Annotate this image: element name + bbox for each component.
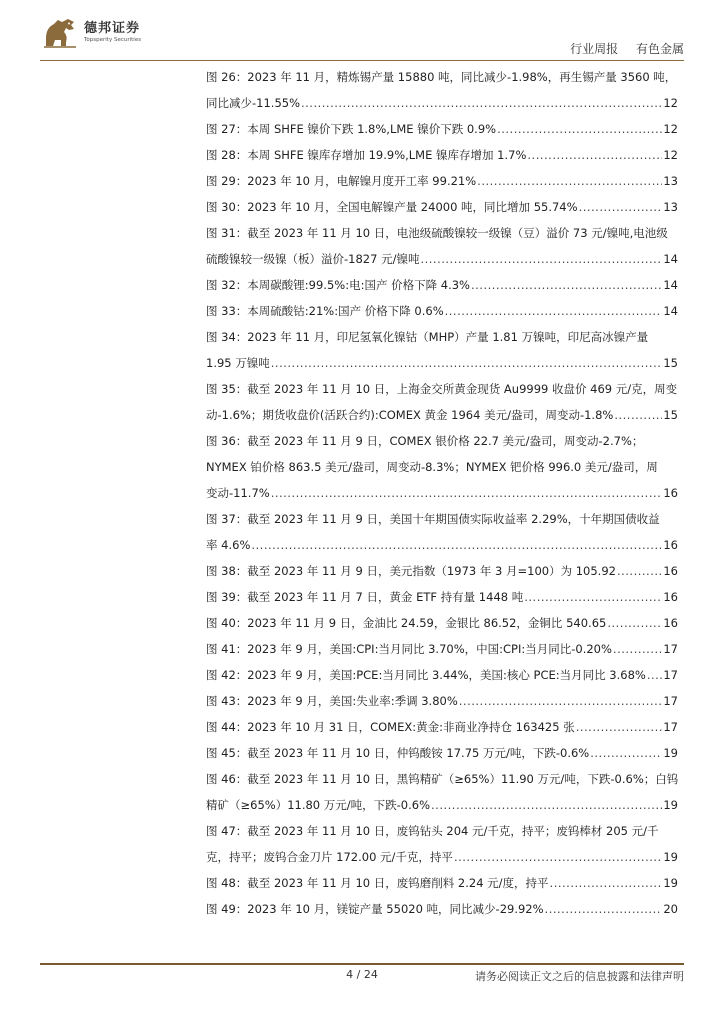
figure-entry-text: 同比减少-11.55% [206, 96, 300, 110]
figure-page-number: 16 [663, 564, 678, 578]
dot-leader [617, 558, 662, 584]
figure-entry-text: 动-1.6%；期货收盘价(活跃合约):COMEX 黄金 1964 美元/盎司，周变动-1.8% [206, 408, 614, 422]
figure-entry-text: 率 4.6% [206, 538, 251, 552]
dot-leader [454, 844, 662, 870]
dot-leader [497, 116, 662, 142]
figure-page-number: 19 [663, 798, 678, 812]
figure-page-number: 20 [663, 902, 678, 916]
figure-entry-text: 硫酸镍较一级镍（板）溢价-1827 元/镍吨 [206, 252, 420, 266]
figure-entry-text: 精矿（≥65%）11.80 万元/吨，下跌-0.6% [206, 798, 431, 812]
horse-logo-icon [40, 16, 80, 50]
figure-entry-text: 图 46：截至 2023 年 11 月 10 日，黑钨精矿（≥65%）11.90 万元/吨，下跌-0.6%；白钨 [206, 772, 679, 786]
dot-leader [420, 246, 662, 272]
figure-entry-text: 图 33：本周硫酸钴:21%:国产 价格下降 0.6% [206, 304, 444, 318]
figure-index-entry[interactable] [206, 558, 678, 584]
dot-leader [301, 90, 662, 116]
figure-entry-text: 变动-11.7% [206, 486, 270, 500]
figure-page-number: 12 [663, 122, 678, 136]
figure-index-entry[interactable] [206, 428, 678, 506]
figure-entry-text: 图 41：2023 年 9 月，美国:CPI:当月同比 3.70%，中国:CPI:当月同比-0.20% [206, 642, 612, 656]
figure-page-number: 19 [663, 876, 678, 890]
dot-leader [477, 168, 662, 194]
figure-index-entry[interactable] [206, 610, 678, 636]
figure-entry-text: 图 45：截至 2023 年 11 月 10 日，仲钨酸铵 17.75 万元/吨，下跌-0.6% [206, 746, 590, 760]
figure-entry-text: 图 26：2023 年 11 月，精炼锡产量 15880 吨，同比减少-1.98%，再生锡产量 3560 吨， [206, 70, 677, 84]
figure-index-entry[interactable] [206, 220, 678, 272]
figure-page-number: 12 [663, 148, 678, 162]
figure-index-entry[interactable] [206, 740, 678, 766]
legal-disclaimer: 请务必阅读正文之后的信息披露和法律声明 [475, 970, 684, 983]
figure-page-number: 16 [663, 590, 678, 604]
report-type [570, 40, 684, 57]
page-header [40, 10, 684, 62]
dot-leader [445, 298, 663, 324]
figure-page-number: 16 [663, 538, 678, 552]
figure-entry-text: 图 40：2023 年 11 月 9 日，金油比 24.59，金银比 86.52，金铜比 540.65 [206, 616, 607, 630]
dot-leader [613, 636, 662, 662]
footer-rule [40, 963, 684, 965]
dot-leader [251, 532, 662, 558]
figure-page-number: 17 [663, 720, 678, 734]
figure-index-entry[interactable] [206, 272, 678, 298]
dot-leader [545, 896, 663, 922]
figure-page-number: 19 [663, 850, 678, 864]
dot-leader [524, 584, 662, 610]
figure-index-entry[interactable] [206, 142, 678, 168]
figure-page-number: 16 [663, 486, 678, 500]
figure-entry-text: 图 44：2023 年 10 月 31 日，COMEX:黄金:非商业净持仓 163425 张 [206, 720, 575, 734]
report-sector: 有色金属 [635, 42, 684, 56]
page-footer [40, 968, 684, 988]
figure-index-entry[interactable] [206, 168, 678, 194]
dot-leader [579, 194, 663, 220]
figure-index-entry[interactable] [206, 298, 678, 324]
dot-leader [607, 610, 662, 636]
dot-leader [271, 480, 663, 506]
figure-entry-text: 图 48：截至 2023 年 11 月 10 日，废钨磨削料 2.24 元/度，持平 [206, 876, 549, 890]
figure-entry-text: 图 28：本周 SHFE 镍库存增加 19.9%,LME 镍库存增加 1.7% [206, 148, 527, 162]
figure-page-number: 14 [663, 304, 678, 318]
dot-leader [271, 350, 663, 376]
figure-index-entry[interactable] [206, 376, 678, 428]
figure-index-entry[interactable] [206, 818, 678, 870]
figure-entry-text: 图 31：截至 2023 年 11 月 10 日，电池级硫酸镍较一级镍（豆）溢价 73 元/镍吨,电池级 [206, 226, 668, 240]
figure-index-entry[interactable] [206, 688, 678, 714]
figure-page-number: 15 [663, 408, 678, 422]
figure-index-entry[interactable] [206, 714, 678, 740]
figure-index-entry[interactable] [206, 116, 678, 142]
dot-leader [614, 402, 662, 428]
figure-entry-text: 图 34：2023 年 11 月，印尼氢氧化镍钴（MHP）产量 1.81 万镍吨，印尼高冰镍产量 [206, 330, 649, 344]
dot-leader [590, 740, 662, 766]
figure-entry-text: 图 32：本周碳酸锂:99.5%:电:国产 价格下降 4.3% [206, 278, 470, 292]
figure-index-entry[interactable] [206, 584, 678, 610]
figure-index-entry[interactable] [206, 636, 678, 662]
figure-page-number: 17 [663, 694, 678, 708]
figure-entry-text: 图 37：截至 2023 年 11 月 9 日，美国十年期国债实际收益率 2.29%，十年期国债收益 [206, 512, 660, 526]
figure-index-entry[interactable] [206, 662, 678, 688]
dot-leader [647, 662, 663, 688]
figure-page-number: 12 [663, 96, 678, 110]
figure-index-entry[interactable] [206, 324, 678, 376]
logo-chinese-name: 德邦证券 [84, 21, 141, 37]
figure-entry-text: 1.95 万镍吨 [206, 356, 270, 370]
figure-page-number: 17 [663, 642, 678, 656]
figure-page-number: 13 [663, 200, 678, 214]
figure-index-entry[interactable] [206, 896, 678, 922]
figure-entry-text: 图 43：2023 年 9 月，美国:失业率:季调 3.80% [206, 694, 458, 708]
figure-page-number: 15 [663, 356, 678, 370]
figure-entry-text: 图 36：截至 2023 年 11 月 9 日，COMEX 银价格 22.7 美元/盎司，周变动-2.7%； [206, 434, 644, 448]
figure-index-list [206, 64, 678, 922]
figure-entry-text: 图 29：2023 年 10 月，电解镍月度开工率 99.21% [206, 174, 477, 188]
figure-entry-text: 图 38：截至 2023 年 11 月 9 日，美元指数（1973 年 3 月=100）为 105.92 [206, 564, 616, 578]
figure-entry-text: 图 49：2023 年 10 月，镁锭产量 55020 吨，同比减少-29.92% [206, 902, 544, 916]
dot-leader [431, 792, 662, 818]
header-rule [40, 60, 684, 61]
figure-entry-text: 图 42：2023 年 9 月，美国:PCE:当月同比 3.44%，美国:核心 PCE:当月同比 3.68% [206, 668, 646, 682]
figure-entry-text: 图 30：2023 年 10 月，全国电解镍产量 24000 吨，同比增加 55.74% [206, 200, 578, 214]
figure-entry-text: 图 27：本周 SHFE 镍价下跌 1.8%,LME 镍价下跌 0.9% [206, 122, 497, 136]
dot-leader [527, 142, 662, 168]
figure-page-number: 14 [663, 278, 678, 292]
figure-index-entry[interactable] [206, 766, 678, 818]
figure-index-entry[interactable] [206, 194, 678, 220]
dot-leader [576, 714, 663, 740]
figure-page-number: 13 [663, 174, 678, 188]
figure-page-number: 17 [663, 668, 678, 682]
figure-entry-text: 克，持平；废钨合金刀片 172.00 元/千克，持平 [206, 850, 453, 864]
company-logo [40, 16, 141, 50]
figure-page-number: 19 [663, 746, 678, 760]
figure-entry-text: 图 35：截至 2023 年 11 月 10 日，上海金交所黄金现货 Au9999 收盘价 469 元/克，周变 [206, 382, 678, 396]
figure-index-entry[interactable] [206, 870, 678, 896]
page-number: 4 / 24 [346, 968, 378, 981]
figure-page-number: 16 [663, 616, 678, 630]
figure-page-number: 14 [663, 252, 678, 266]
report-category: 行业周报 [570, 42, 619, 56]
figure-index-entry[interactable] [206, 506, 678, 558]
dot-leader [550, 870, 663, 896]
figure-index-entry[interactable] [206, 64, 678, 116]
figure-entry-text: 图 39：截至 2023 年 11 月 7 日，黄金 ETF 持有量 1448 吨 [206, 590, 524, 604]
dot-leader [471, 272, 662, 298]
logo-english-name: Topsperity Securities [84, 37, 142, 44]
figure-entry-text: NYMEX 铂价格 863.5 美元/盎司，周变动-8.3%；NYMEX 钯价格 996.0 美元/盎司，周 [206, 460, 658, 474]
figure-entry-text: 图 47：截至 2023 年 11 月 10 日，废钨钻头 204 元/千克，持平；废钨棒材 205 元/千 [206, 824, 659, 838]
dot-leader [459, 688, 663, 714]
